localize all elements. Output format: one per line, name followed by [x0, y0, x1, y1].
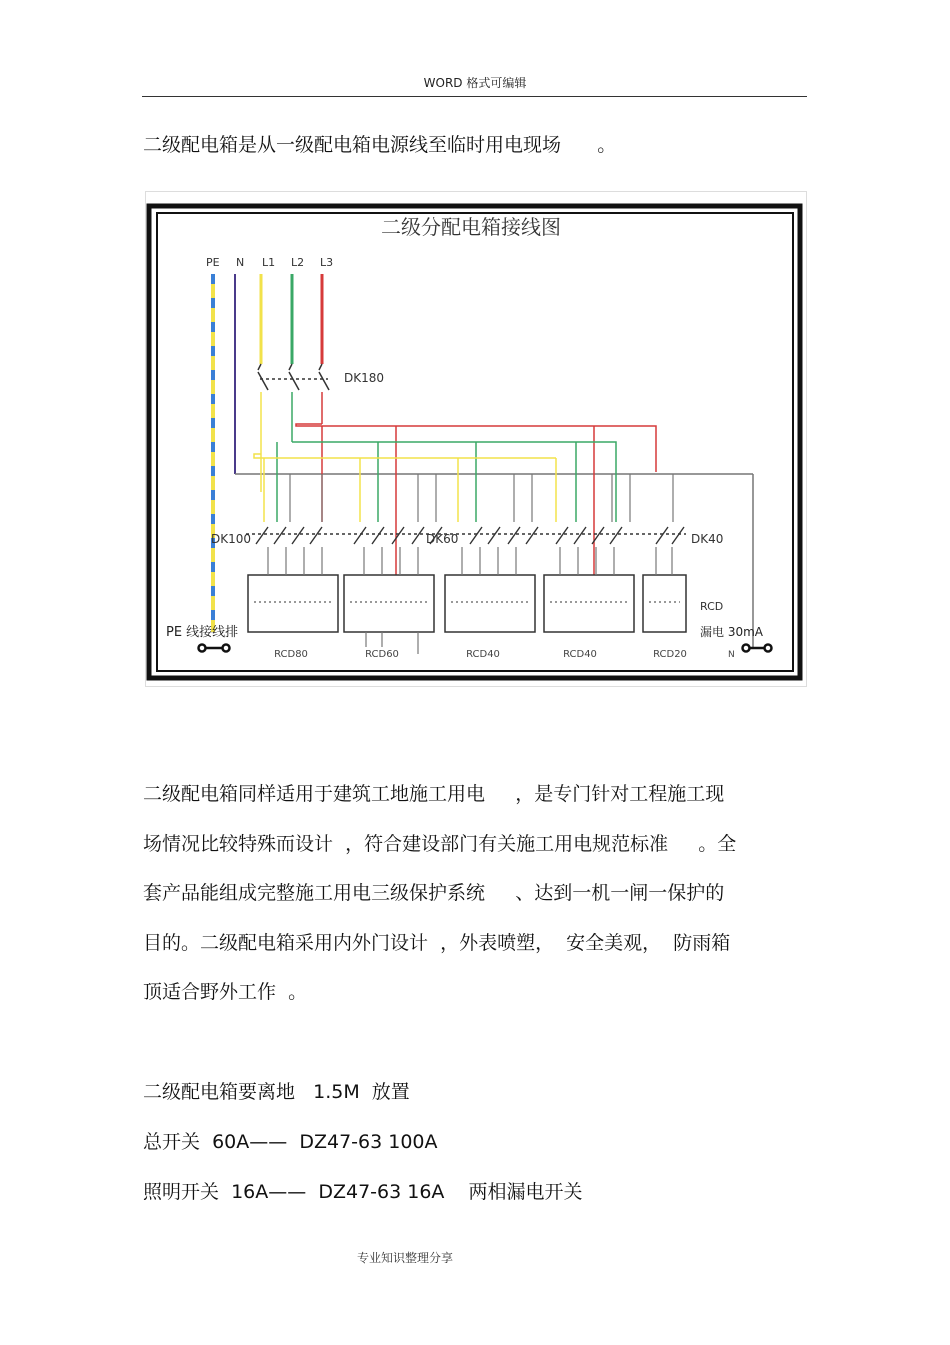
main-breaker-label: DK180 — [344, 371, 385, 385]
n-terminal-icon — [743, 645, 772, 652]
label-l1: L1 — [262, 256, 276, 269]
n-terminal-label: N — [728, 650, 735, 660]
header-rule — [142, 96, 807, 97]
rcd-label-5: RCD20 — [653, 649, 687, 660]
rcd-note-2: 漏电 30mA — [700, 625, 763, 639]
body-line-1: 二级配电箱同样适用于建筑工地施工用电 ，是专门针对工程施工现 — [143, 783, 725, 805]
rcd-box-4 — [544, 575, 634, 632]
rcd-box-2 — [344, 575, 434, 632]
l2-bus — [292, 442, 616, 522]
label-pe: PE — [206, 256, 220, 269]
rcd-label-4: RCD40 — [563, 649, 597, 660]
rcd-label-3: RCD40 — [466, 649, 500, 660]
intro-paragraph: 二级配电箱是从一级配电箱电源线至临时用电现场 。 — [143, 134, 617, 156]
label-l3: L3 — [320, 256, 334, 269]
spec-line-2: 总开关 60A—— DZ47-63 100A — [143, 1131, 438, 1153]
rcd-box-1 — [248, 575, 338, 632]
spec-line-1: 二级配电箱要离地 1.5M 放置 — [143, 1081, 410, 1103]
spec-line-3: 照明开关 16A—— DZ47-63 16A 两相漏电开关 — [143, 1181, 583, 1203]
body-line-3: 套产品能组成完整施工用电三级保护系统 、达到一机一闸一保护的 — [143, 882, 725, 904]
label-n: N — [236, 256, 245, 269]
body-line-5: 顶适合野外工作 。 — [143, 981, 308, 1003]
breaker-label-dk60: DK60 — [426, 532, 459, 546]
rcd-label-1: RCD80 — [274, 649, 308, 660]
rcd-box-3 — [445, 575, 535, 632]
pe-bar-label: PE 线接线排 — [166, 625, 239, 640]
rcd-box-5 — [643, 575, 686, 632]
label-l2: L2 — [291, 256, 305, 269]
body-line-2: 场情况比较特殊而设计 ，符合建设部门有关施工用电规范标准 。全 — [143, 833, 737, 855]
breaker-label-dk40: DK40 — [691, 532, 724, 546]
page-footer: 专业知识整理分享 — [356, 1251, 453, 1265]
page-header: WORD 格式可编辑 — [423, 76, 527, 90]
body-line-4: 目的。二级配电箱采用内外门设计 ，外表喷塑， 安全美观， 防雨箱 — [143, 932, 731, 954]
rcd-label-2: RCD60 — [365, 649, 399, 660]
rcd-note-1: RCD — [700, 600, 724, 613]
pe-terminal-icon — [199, 645, 230, 652]
l1-bus — [254, 454, 556, 458]
breaker-label-dk100: DK100 — [211, 532, 252, 546]
diagram-title: 二级分配电箱接线图 — [381, 215, 561, 239]
wiring-diagram — [145, 191, 807, 687]
